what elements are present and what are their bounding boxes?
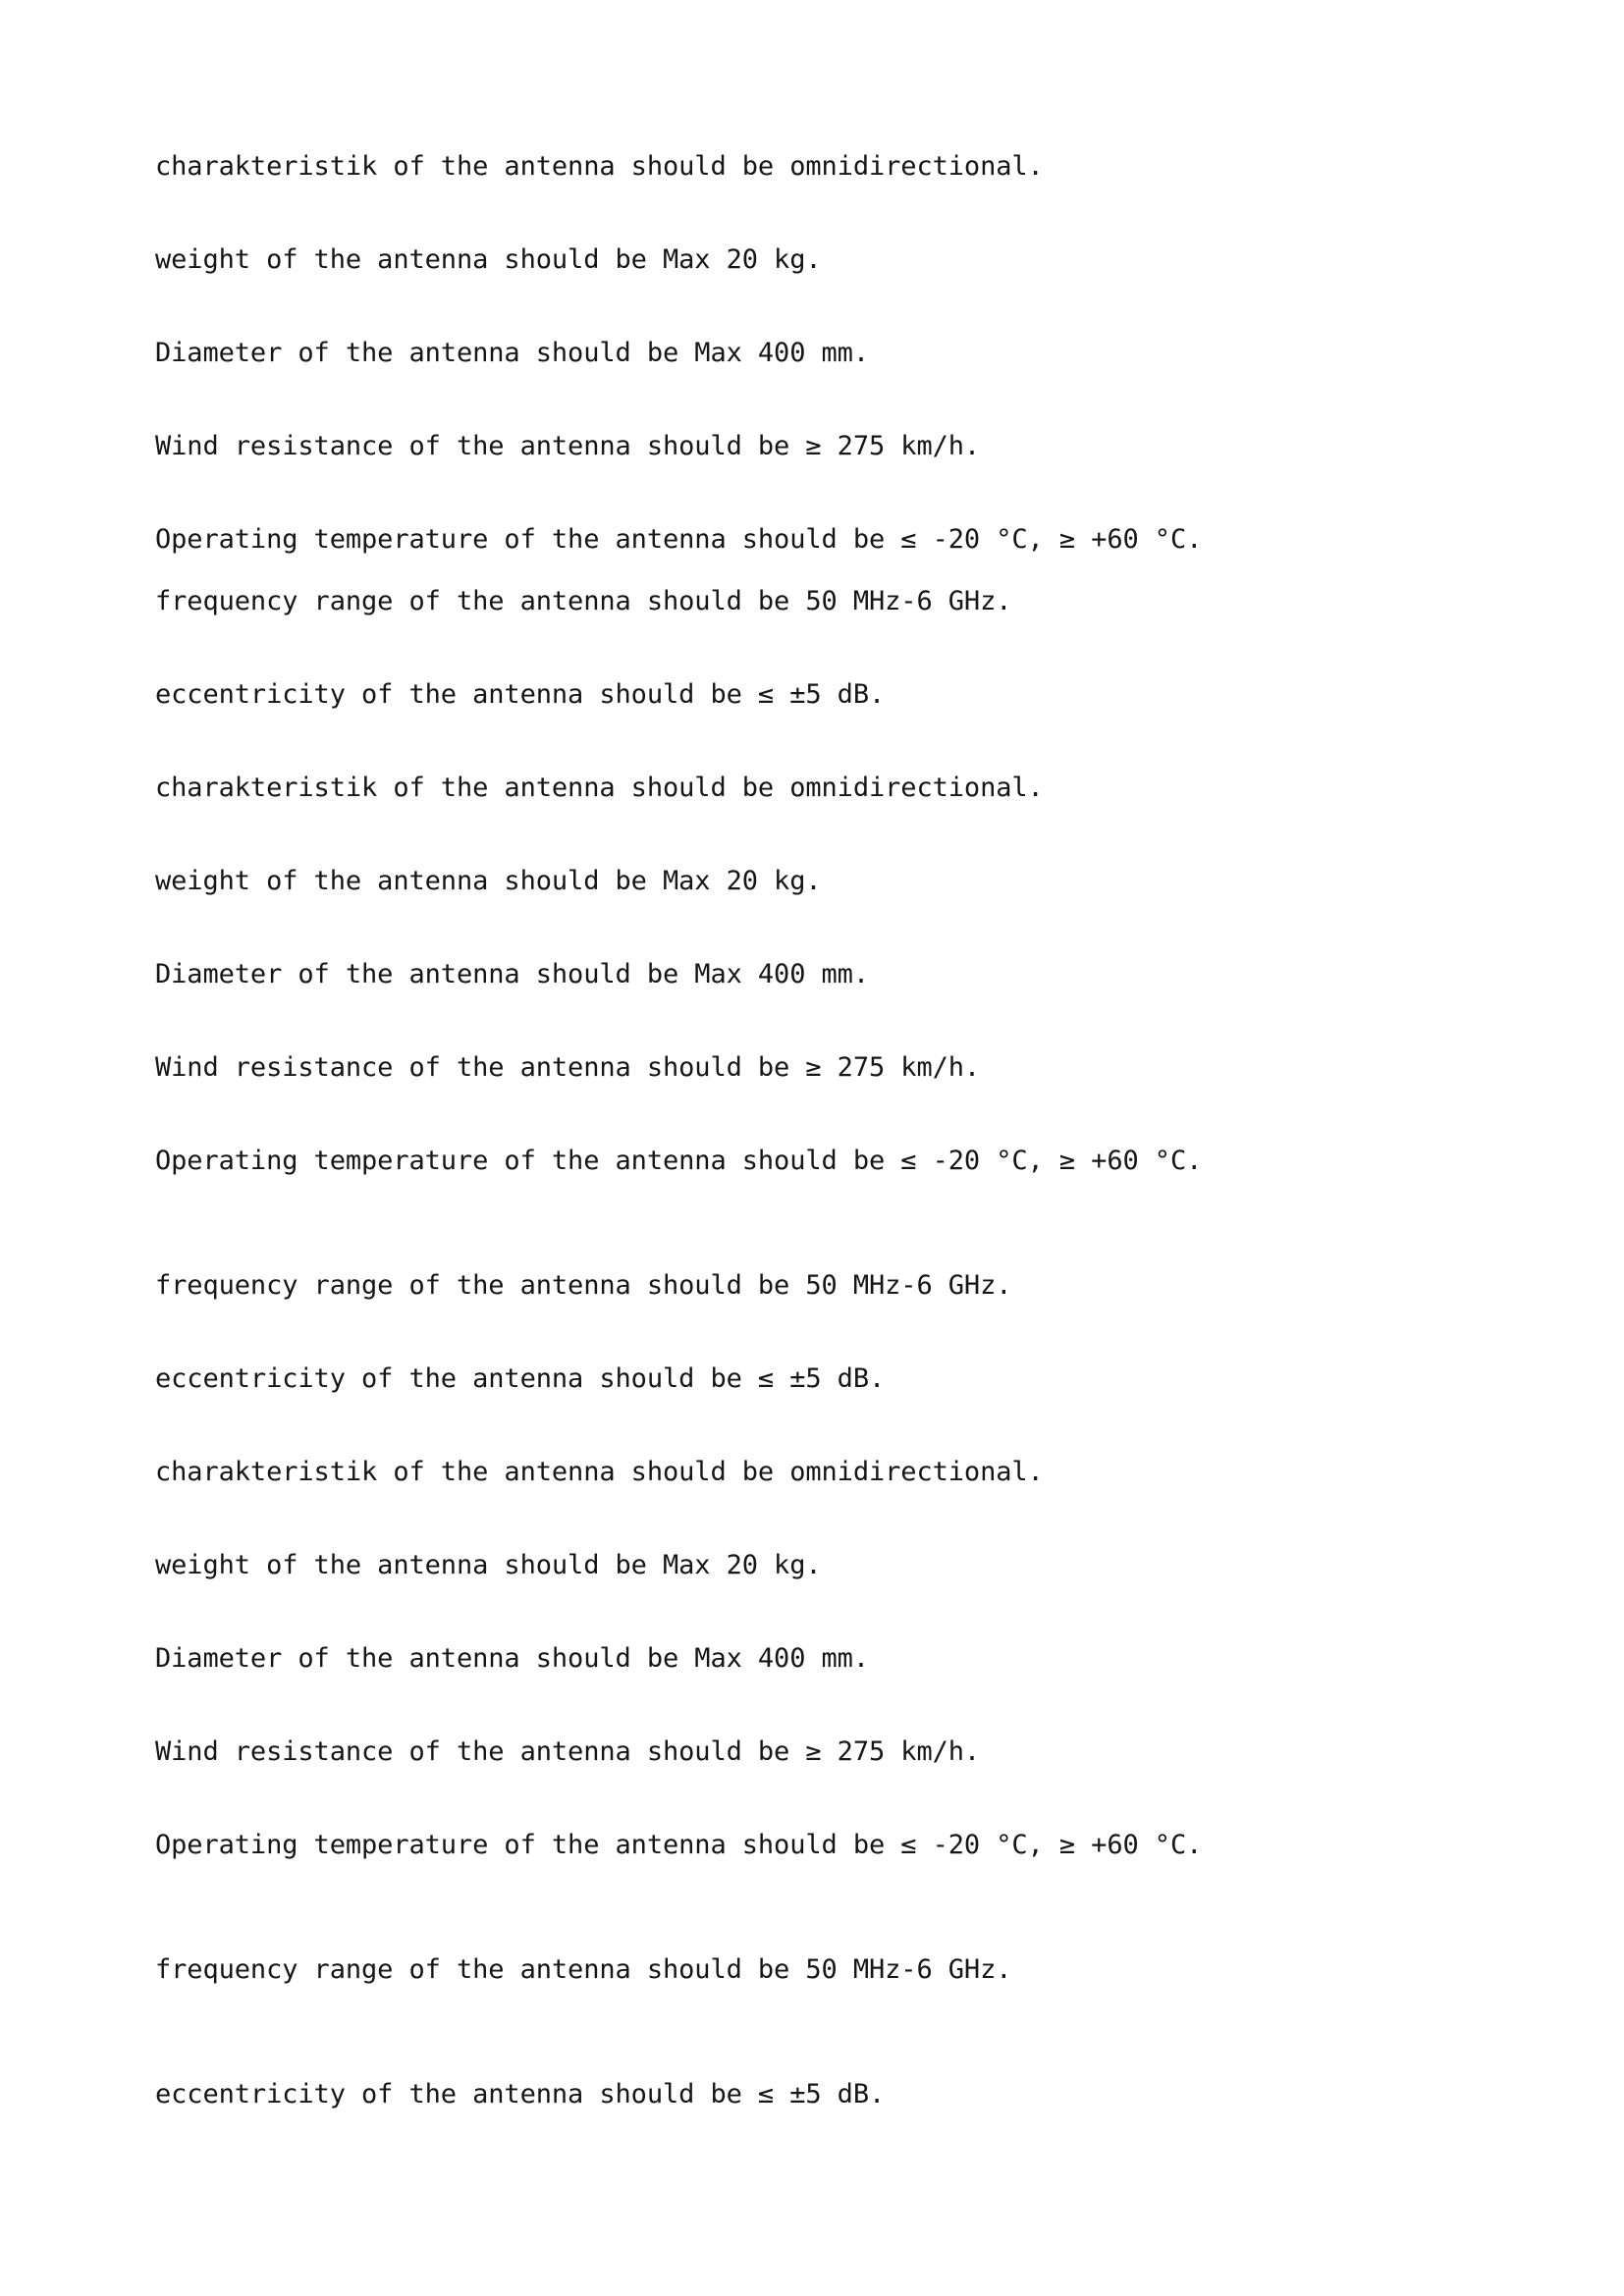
document-line: charakteristik of the antenna should be omnidirectional. [155, 773, 1044, 803]
document-line: weight of the antenna should be Max 20 kg. [155, 1550, 822, 1580]
document-line: eccentricity of the antenna should be ≤ ±5 dB. [155, 679, 886, 710]
document-line: Operating temperature of the antenna should be ≤ -20 °C, ≥ +60 °C. [155, 1146, 1203, 1176]
document-line: Diameter of the antenna should be Max 400 mm. [155, 338, 869, 368]
document-line: charakteristik of the antenna should be omnidirectional. [155, 1457, 1044, 1487]
document-line: eccentricity of the antenna should be ≤ ±5 dB. [155, 1363, 886, 1394]
document-line: weight of the antenna should be Max 20 kg. [155, 244, 822, 275]
document-line: Operating temperature of the antenna should be ≤ -20 °C, ≥ +60 °C. [155, 524, 1203, 555]
document-line: Wind resistance of the antenna should be ≥ 275 km/h. [155, 1736, 981, 1767]
document-line: Diameter of the antenna should be Max 400 mm. [155, 1643, 869, 1674]
document-line: Operating temperature of the antenna should be ≤ -20 °C, ≥ +60 °C. [155, 1830, 1203, 1860]
document-line: Wind resistance of the antenna should be ≥ 275 km/h. [155, 431, 981, 461]
document-line: frequency range of the antenna should be 50 MHz-6 GHz. [155, 586, 1012, 616]
document-line: weight of the antenna should be Max 20 kg. [155, 866, 822, 896]
document-line: frequency range of the antenna should be 50 MHz-6 GHz. [155, 1270, 1012, 1301]
document-line: Wind resistance of the antenna should be ≥ 275 km/h. [155, 1052, 981, 1083]
document-line: frequency range of the antenna should be 50 MHz-6 GHz. [155, 1954, 1012, 1985]
document-line: charakteristik of the antenna should be omnidirectional. [155, 151, 1044, 182]
document-line: Diameter of the antenna should be Max 400 mm. [155, 959, 869, 989]
document-line: eccentricity of the antenna should be ≤ ±5 dB. [155, 2079, 886, 2109]
